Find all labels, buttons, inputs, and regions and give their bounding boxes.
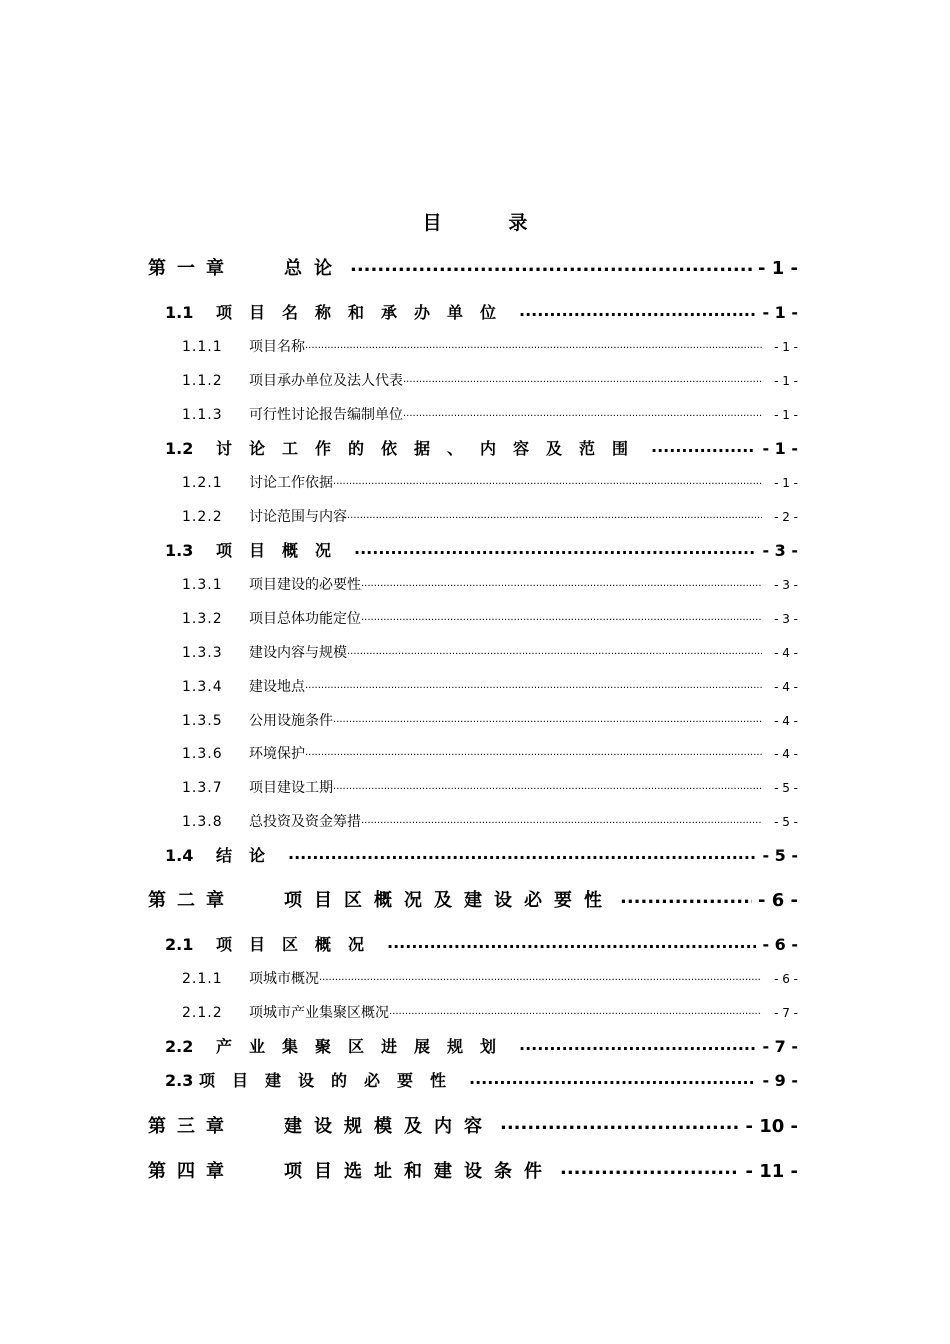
toc-entry[interactable] bbox=[182, 777, 798, 797]
dot-leader bbox=[469, 1070, 756, 1086]
toc-entry-number: 2.3 bbox=[165, 1071, 194, 1090]
dot-leader bbox=[361, 812, 762, 826]
dot-leader bbox=[347, 643, 762, 657]
toc-entry-title: 项目概况 bbox=[216, 541, 349, 560]
toc-entry-number: 2.2 bbox=[165, 1037, 194, 1056]
toc-entry-page: - 1 - bbox=[762, 439, 798, 458]
toc-entry-page: - 1 - bbox=[774, 340, 798, 354]
toc-entry-number: 1.2 bbox=[165, 439, 194, 458]
toc-entry-number: 1.4 bbox=[165, 846, 194, 865]
dot-leader bbox=[560, 1159, 739, 1177]
toc-entry-page: - 3 - bbox=[774, 578, 798, 592]
toc-entry-number: 2.1.1 bbox=[182, 971, 223, 987]
toc-entry-page: - 9 - bbox=[762, 1071, 798, 1090]
toc-entry[interactable] bbox=[148, 254, 798, 280]
toc-entry[interactable] bbox=[182, 404, 798, 424]
toc-entry-page: - 2 - bbox=[774, 510, 798, 524]
toc-entry[interactable] bbox=[165, 1068, 798, 1091]
toc-entry[interactable] bbox=[165, 300, 798, 323]
toc-entry[interactable] bbox=[182, 370, 798, 390]
toc-entry-page: - 3 - bbox=[774, 612, 798, 626]
toc-entry-number: 第一章 bbox=[148, 258, 235, 279]
toc-entry[interactable] bbox=[165, 1034, 798, 1057]
toc-entry[interactable] bbox=[182, 472, 798, 492]
toc-entry-page: - 4 - bbox=[774, 747, 798, 761]
toc-entry[interactable] bbox=[182, 642, 798, 662]
dot-leader bbox=[403, 371, 762, 385]
toc-entry-number: 1.2.1 bbox=[182, 475, 223, 491]
dot-leader bbox=[305, 337, 762, 351]
toc-entry[interactable] bbox=[148, 1157, 798, 1183]
dot-leader bbox=[305, 744, 762, 758]
toc-entry[interactable] bbox=[182, 336, 798, 356]
toc-entry-title: 项目总体功能定位 bbox=[249, 611, 361, 627]
dot-leader bbox=[288, 845, 756, 861]
toc-entry-page: - 5 - bbox=[762, 846, 798, 865]
toc-entry-page: - 4 - bbox=[774, 714, 798, 728]
toc-entry-number: 1.2.2 bbox=[182, 509, 223, 525]
dot-leader bbox=[354, 540, 756, 556]
toc-entry-number: 1.3.8 bbox=[182, 814, 223, 830]
toc-entry-title: 产业集聚区进展规划 bbox=[216, 1037, 514, 1056]
toc-entry-page: - 6 - bbox=[758, 890, 798, 911]
toc-entry-title: 环境保护 bbox=[249, 746, 305, 762]
toc-entry-page: - 1 - bbox=[774, 476, 798, 490]
toc-entry[interactable] bbox=[165, 538, 798, 561]
toc-entry-number: 1.1 bbox=[165, 303, 194, 322]
toc-entry-title: 讨论工作依据 bbox=[249, 475, 333, 491]
toc-entry-number: 第二章 bbox=[148, 890, 235, 911]
toc-entry-page: - 5 - bbox=[774, 781, 798, 795]
dot-leader bbox=[333, 711, 762, 725]
dot-leader bbox=[651, 438, 756, 454]
dot-leader bbox=[361, 609, 762, 623]
toc-entry-title: 讨论工作的依据、内容及范围 bbox=[216, 439, 646, 458]
dot-leader bbox=[350, 256, 752, 274]
toc-entry-title: 总投资及资金筹措 bbox=[249, 814, 361, 830]
toc-entry-title: 项城市产业集聚区概况 bbox=[249, 1005, 389, 1021]
toc-entry[interactable] bbox=[182, 506, 798, 526]
toc-entry-number: 1.1.3 bbox=[182, 407, 223, 423]
toc-entry-number: 1.3.5 bbox=[182, 713, 223, 729]
toc-entry-page: - 5 - bbox=[774, 815, 798, 829]
dot-leader bbox=[519, 302, 756, 318]
toc-entry-number: 1.3.7 bbox=[182, 780, 223, 796]
toc-entry-page: - 10 - bbox=[745, 1116, 798, 1137]
dot-leader bbox=[333, 778, 762, 792]
dot-leader bbox=[500, 1114, 739, 1132]
dot-leader bbox=[333, 473, 762, 487]
toc-entry-title: 项目承办单位及法人代表 bbox=[249, 373, 403, 389]
dot-leader bbox=[319, 969, 762, 983]
dot-leader bbox=[620, 888, 752, 906]
toc-entry[interactable] bbox=[182, 710, 798, 730]
toc-entry-page: - 7 - bbox=[762, 1037, 798, 1056]
toc-entry-number: 1.3.2 bbox=[182, 611, 223, 627]
toc-entry-page: - 11 - bbox=[745, 1161, 798, 1182]
toc-entry-title: 可行性讨论报告编制单位 bbox=[249, 407, 403, 423]
dot-leader bbox=[305, 677, 762, 691]
toc-entry[interactable] bbox=[182, 574, 798, 594]
toc-entry-page: - 1 - bbox=[762, 303, 798, 322]
toc-entry[interactable] bbox=[182, 608, 798, 628]
toc-entry[interactable] bbox=[182, 676, 798, 696]
toc-entry-title: 公用设施条件 bbox=[249, 713, 333, 729]
toc-entry-title: 建设内容与规模 bbox=[249, 645, 347, 661]
toc-entry-title: 讨论范围与内容 bbox=[249, 509, 347, 525]
dot-leader bbox=[361, 575, 762, 589]
toc-entry-number: 1.3.3 bbox=[182, 645, 223, 661]
toc-title-char: 目 bbox=[422, 212, 442, 234]
toc-entry-title: 项目选址和建设条件 bbox=[284, 1161, 554, 1182]
toc-entry-page: - 4 - bbox=[774, 680, 798, 694]
toc-entry-page: - 1 - bbox=[758, 258, 798, 279]
toc-entry-number: 1.3 bbox=[165, 541, 194, 560]
toc-entry-title: 项目名称和承办单位 bbox=[216, 303, 514, 322]
toc-entry[interactable] bbox=[165, 932, 798, 955]
toc-entry[interactable] bbox=[182, 743, 798, 763]
toc-entry[interactable] bbox=[182, 968, 798, 988]
toc-entry-number: 1.3.4 bbox=[182, 679, 223, 695]
toc-entry-number: 第四章 bbox=[148, 1161, 235, 1182]
toc-entry-number: 2.1.2 bbox=[182, 1005, 223, 1021]
toc-entry-title: 建设规模及内容 bbox=[284, 1116, 494, 1137]
toc-entry-page: - 1 - bbox=[774, 408, 798, 422]
toc-entry-page: - 6 - bbox=[762, 935, 798, 954]
toc-entry[interactable] bbox=[165, 843, 798, 866]
toc-entry-number: 1.3.1 bbox=[182, 577, 223, 593]
toc-entry-number: 第三章 bbox=[148, 1116, 235, 1137]
toc-entry-number: 2.1 bbox=[165, 935, 194, 954]
toc-entry-title: 项目区概况 bbox=[216, 935, 382, 954]
toc-entry-page: - 1 - bbox=[774, 374, 798, 388]
toc-entry-title: 项目名称 bbox=[249, 339, 305, 355]
toc-entry-page: - 7 - bbox=[774, 1006, 798, 1020]
toc-entry-title: 结论 bbox=[216, 846, 283, 865]
toc-entry-title: 建设地点 bbox=[249, 679, 305, 695]
toc-entry-number: 1.3.6 bbox=[182, 746, 223, 762]
toc-entry[interactable] bbox=[148, 886, 798, 912]
dot-leader bbox=[347, 507, 762, 521]
toc-entry-page: - 4 - bbox=[774, 646, 798, 660]
toc-entry-title: 项目建设工期 bbox=[249, 780, 333, 796]
toc-entry[interactable] bbox=[165, 436, 798, 459]
toc-entry-title: 项目建设的必要性 bbox=[249, 577, 361, 593]
toc-entry-title: 项城市概况 bbox=[249, 971, 319, 987]
toc-entry[interactable] bbox=[182, 811, 798, 831]
dot-leader bbox=[387, 934, 756, 950]
toc-title-char: 录 bbox=[508, 212, 528, 234]
toc-entry-title: 项目建设的必要性 bbox=[199, 1071, 464, 1090]
toc-entry[interactable] bbox=[182, 1002, 798, 1022]
dot-leader bbox=[519, 1036, 756, 1052]
toc-entry-title: 项目区概况及建设必要性 bbox=[284, 890, 614, 911]
toc-entry-page: - 3 - bbox=[762, 541, 798, 560]
toc-entry[interactable] bbox=[148, 1112, 798, 1138]
dot-leader bbox=[389, 1003, 762, 1017]
toc-entry-number: 1.1.1 bbox=[182, 339, 223, 355]
toc-entry-number: 1.1.2 bbox=[182, 373, 223, 389]
toc-entry-title: 总论 bbox=[284, 258, 344, 279]
toc-entry-page: - 6 - bbox=[774, 972, 798, 986]
dot-leader bbox=[403, 405, 762, 419]
